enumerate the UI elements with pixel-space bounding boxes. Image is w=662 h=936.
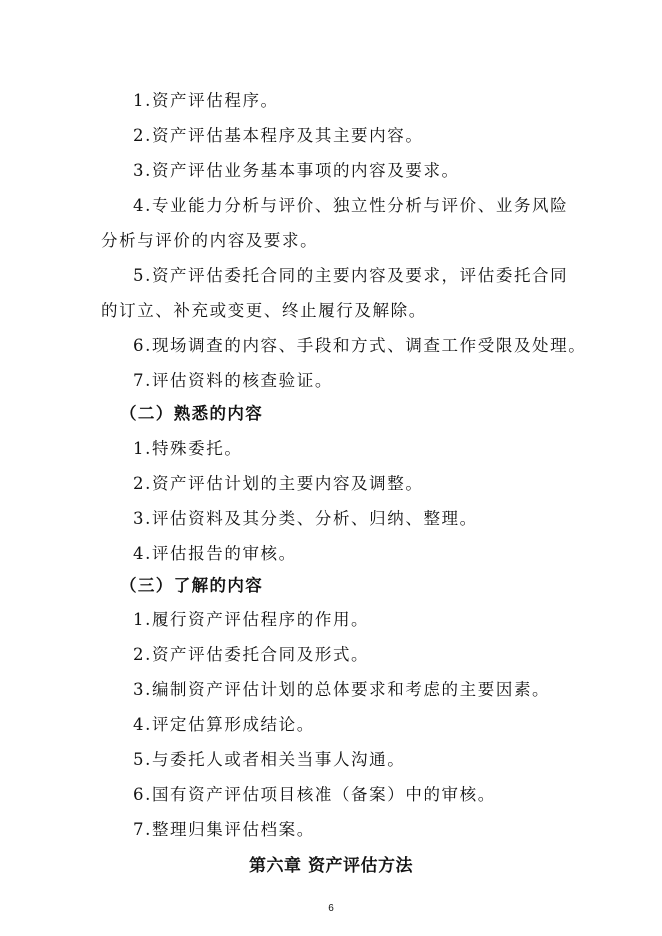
page-number: 6 [328,903,334,914]
list-item: 2.资产评估委托合同及形式。 [133,645,370,664]
section-heading-familiar: （二）熟悉的内容 [120,404,264,423]
section-heading-understand: （三）了解的内容 [120,576,264,595]
list-item: 3.资产评估业务基本事项的内容及要求。 [133,161,460,180]
list-item: 1.履行资产评估程序的作用。 [133,610,370,629]
list-item: 5.与委托人或者相关当事人沟通。 [133,750,406,769]
list-item: 7.整理归集评估档案。 [133,820,315,839]
list-item: 3.评估资料及其分类、分析、归纳、整理。 [133,509,478,528]
list-item: 6.现场调查的内容、手段和方式、调查工作受限及处理。 [133,336,587,355]
list-item: 3.编制资产评估计划的总体要求和考虑的主要因素。 [133,680,551,699]
list-item-continuation: 的订立、补充或变更、终止履行及解除。 [101,301,427,320]
list-item-continuation: 分析与评价的内容及要求。 [101,231,319,250]
list-item: 2.资产评估计划的主要内容及调整。 [133,474,424,493]
list-item: 5.资产评估委托合同的主要内容及要求，评估委托合同 [133,266,569,285]
list-item: 4.评定估算形成结论。 [133,715,315,734]
chapter-title: 第六章 资产评估方法 [249,856,413,876]
list-item: 7.评估资料的核查验证。 [133,371,333,390]
list-item: 1.资产评估程序。 [133,91,279,110]
list-item: 4.专业能力分析与评价、独立性分析与评价、业务风险 [133,196,569,215]
list-item: 6.国有资产评估项目核准（备案）中的审核。 [133,785,496,804]
list-item: 2.资产评估基本程序及其主要内容。 [133,126,424,145]
list-item: 4.评估报告的审核。 [133,544,297,563]
list-item: 1.特殊委托。 [133,439,243,458]
